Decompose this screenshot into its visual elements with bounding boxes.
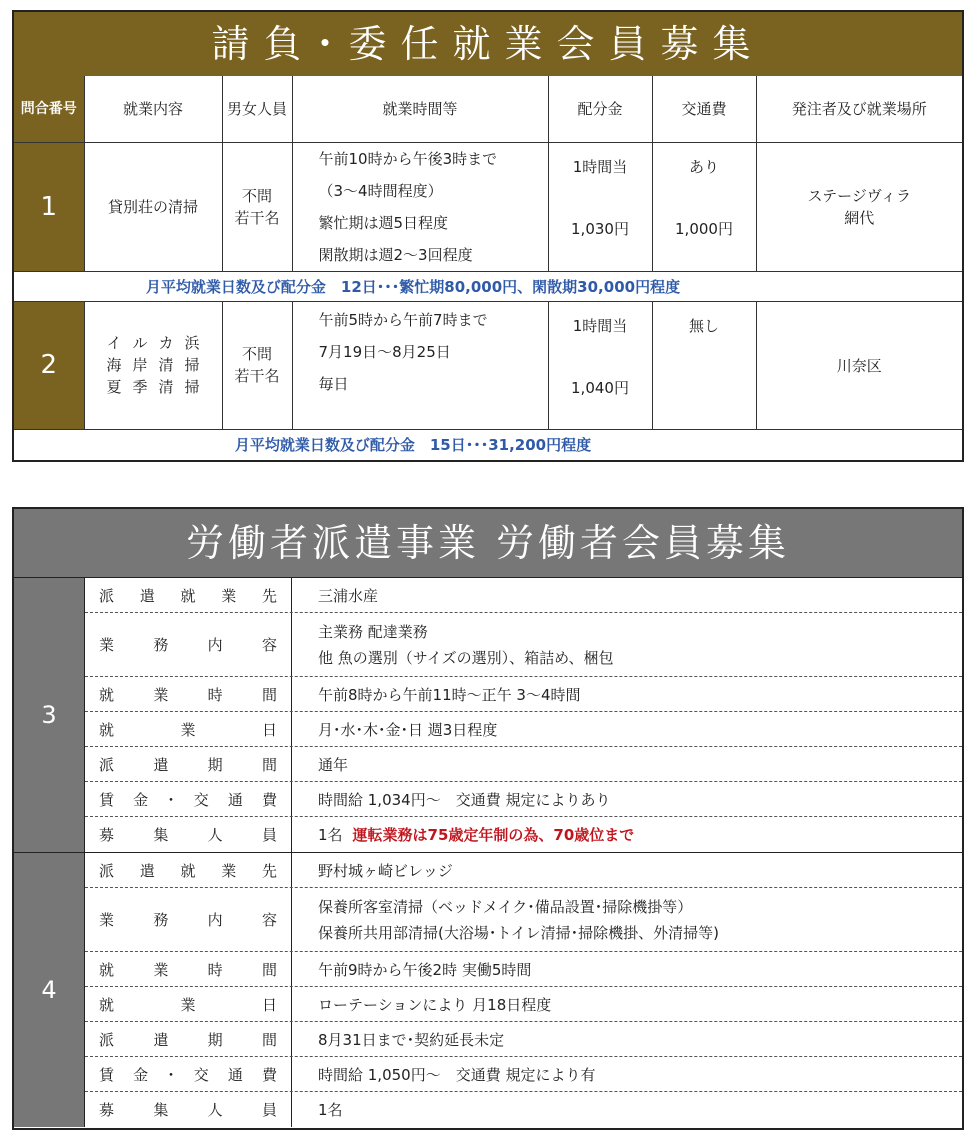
dispatch-job-4 — [14, 852, 962, 1127]
row-work-days: 就 業 日 月･水･木･金･日 週3日程度 — [85, 712, 962, 747]
table-row — [14, 142, 962, 271]
people-count: 不問 若干名 — [222, 302, 292, 430]
row-dispatch-destination: 派 遣 就 業 先 野村城ヶ崎ビレッジ — [85, 853, 962, 888]
work-hours: 午前5時から午前7時まで 7月19日～8月25日 毎日 — [292, 302, 548, 430]
row-work-hours: 就 業 時 間 午前8時から午前11時～正午 3～4時間 — [85, 677, 962, 712]
header-transport: 交通費 — [652, 76, 756, 142]
inquiry-number: 3 — [14, 578, 85, 852]
transport-fee: あり 1,000円 — [652, 142, 756, 271]
job-content: 貸別荘の清掃 — [84, 142, 222, 271]
header-inquiry-number: 問合番号 — [14, 76, 84, 142]
inquiry-number: 2 — [14, 302, 84, 430]
transport-fee: 無し — [652, 302, 756, 430]
contract-jobs-table-2 — [14, 302, 962, 431]
row-recruit-count: 募 集 人 員 1名 運転業務は75歳定年制の為、70歳位まで — [85, 817, 962, 852]
row-dispatch-period: 派 遣 期 間 8月31日まで･契約延長未定 — [85, 1022, 962, 1057]
dispatch-jobs-section — [12, 507, 964, 1130]
row-wage-transport: 賃 金 ･ 交 通 費 時間給 1,050円～ 交通費 規定により有 — [85, 1057, 962, 1092]
contract-jobs-section — [12, 10, 964, 462]
header-people: 男女人員 — [222, 76, 292, 142]
row-recruit-count: 募 集 人 員 1名 — [85, 1092, 962, 1127]
row-dispatch-destination: 派 遣 就 業 先 三浦水産 — [85, 578, 962, 613]
row-work-days: 就 業 日 ローテーションにより 月18日程度 — [85, 987, 962, 1022]
pay-rate: 1時間当 1,040円 — [548, 302, 652, 430]
header-pay: 配分金 — [548, 76, 652, 142]
monthly-average-note: 月平均就業日数及び配分金 12日･･･繁忙期80,000円、閑散期30,000円程度 — [14, 272, 962, 302]
monthly-average-note: 月平均就業日数及び配分金 15日･･･31,200円程度 — [234, 436, 592, 454]
table-row — [14, 302, 962, 430]
people-count: 不問 若干名 — [222, 142, 292, 271]
header-place: 発注者及び就業場所 — [756, 76, 962, 142]
work-hours: 午前10時から午後3時まで （3～4時間程度） 繁忙期は週5日程度 閑散期は週2～3回程度 — [292, 142, 548, 271]
row-job-content: 業 務 内 容 保養所客室清掃（ベッドメイク･備品設置･掃除機掛等） 保養所共用部清掃(大浴場･トイレ清掃･掃除機掛、外清掃等) — [85, 888, 962, 952]
row-wage-transport: 賃 金 ･ 交 通 費 時間給 1,034円～ 交通費 規定によりあり — [85, 782, 962, 817]
section-title: 労働者派遣事業 労働者会員募集 — [14, 509, 962, 577]
inquiry-number: 4 — [14, 853, 85, 1127]
age-limit-notice: 運転業務は75歳定年制の為、70歳位まで — [352, 826, 635, 844]
header-job-content: 就業内容 — [84, 76, 222, 142]
work-place: ステージヴィラ 網代 — [756, 142, 962, 271]
pay-rate: 1時間当 1,030円 — [548, 142, 652, 271]
inquiry-number: 1 — [14, 142, 84, 271]
header-hours: 就業時間等 — [292, 76, 548, 142]
row-job-content: 業 務 内 容 主業務 配達業務 他 魚の選別（サイズの選別）、箱詰め、梱包 — [85, 613, 962, 677]
row-work-hours: 就 業 時 間 午前9時から午後2時 実働5時間 — [85, 952, 962, 987]
section-title: 請負･委任就業会員募集 — [14, 12, 962, 76]
row-dispatch-period: 派 遣 期 間 通年 — [85, 747, 962, 782]
contract-jobs-table — [14, 76, 962, 272]
work-place: 川奈区 — [756, 302, 962, 430]
job-content: イ ル カ 浜 海 岸 清 掃 夏 季 清 掃 — [84, 302, 222, 430]
dispatch-job-3 — [14, 577, 962, 852]
